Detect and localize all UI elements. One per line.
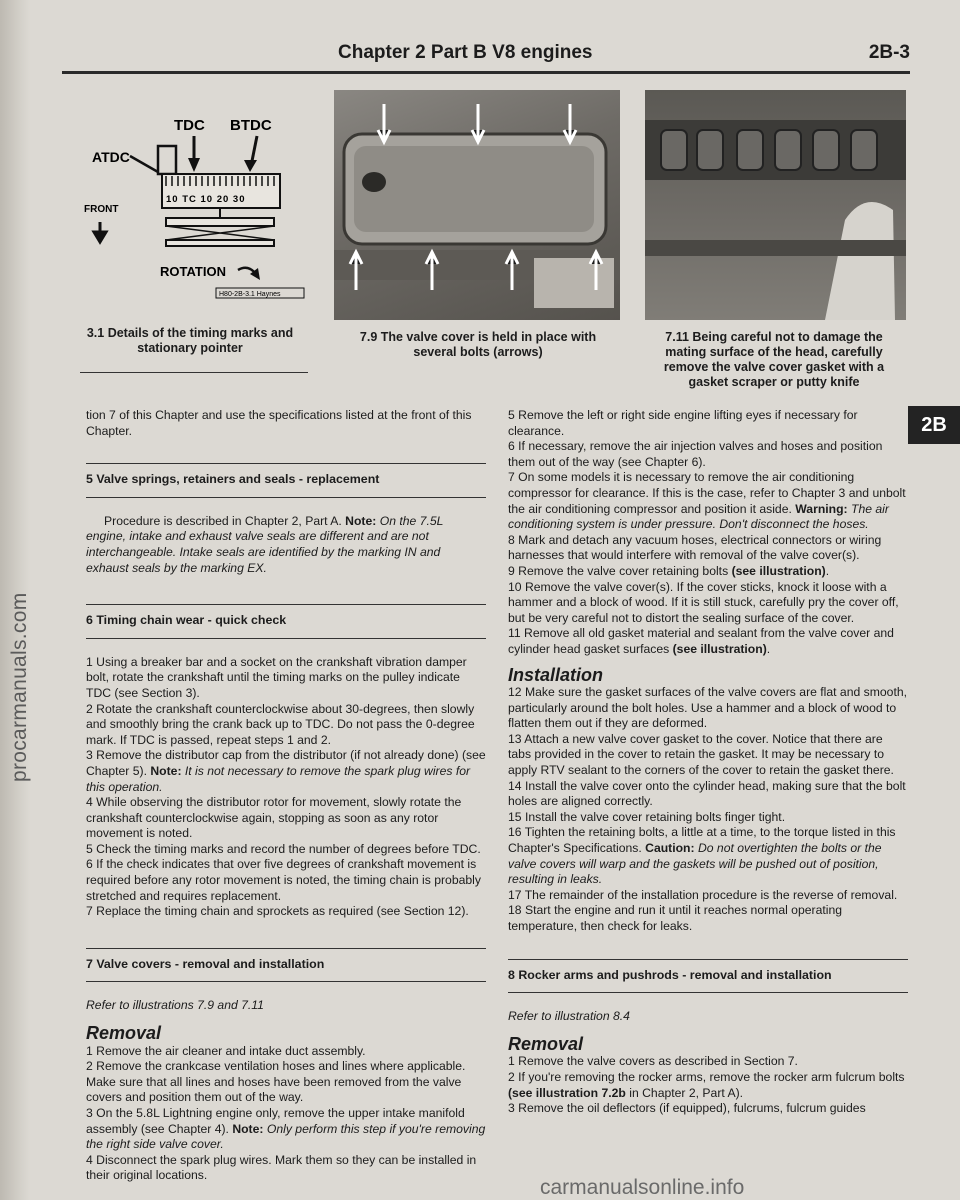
step-6-6: 6 If the check indicates that over five degrees of crankshaft movement is required before any rotor movement is noted, the timing chain is probably stretched and requires replacement. — [86, 857, 481, 903]
chapter-heading: Chapter 2 Part B V8 engines — [338, 42, 593, 63]
section-7-ref: Refer to illustrations 7.9 and 7.11 — [86, 998, 264, 1013]
step-7-2: 2 Remove the crankcase ventilation hoses and lines where applicable. Make sure that all lines and hoses have been removed from the valve covers and position them out of the way. — [86, 1059, 466, 1105]
section-8-ref: Refer to illustration 8.4 — [508, 1009, 630, 1024]
step-7-9: 9 Remove the valve cover retaining bolts (see illustration). — [508, 563, 830, 578]
step-6-7: 7 Replace the timing chain and sprockets as required (see Section 12). — [86, 904, 469, 919]
section-5-body: Procedure is described in Chapter 2, Part A. Note: On the 7.5L engine, intake and exhaust valve seals are different and are not interchangeable. Intake seals are identified by the marking IN and exhaust seals by the marking EX. — [86, 513, 444, 575]
step-8-3: 3 Remove the oil deflectors (if equipped), fulcrums, fulcrum guides — [508, 1101, 866, 1116]
right-column — [508, 408, 908, 1117]
step-7-17: 17 The remainder of the installation procedure is the reverse of removal. — [508, 887, 898, 902]
section-5-heading: 5 Valve springs, retainers and seals - replacement — [86, 463, 486, 498]
pointer-tab — [158, 146, 176, 174]
step-6-3: 3 Remove the distributor cap from the distributor (if not already done) (see Chapter 5). Note: It is not necessary to remove the spark plug wires for this operation. — [86, 748, 486, 794]
removal-heading: Removal — [86, 1023, 162, 1044]
step-6-4: 4 While observing the distributor rotor for movement, slowly rotate the crankshaft counterclockwise again, stopping as soon as any rotor movement is noted. — [86, 795, 462, 841]
step-8-2: 2 If you're removing the rocker arms, remove the rocker arm fulcrum bolts (see illustration 7.2b in Chapter 2, Part A). — [508, 1069, 905, 1100]
step-7-16: 16 Tighten the retaining bolts, a little at a time, to the torque listed in this Chapter's Specifications. Caution: Do not overtighten the bolts or the valve covers will warp and the gaskets will be pushed out of position, resulting in leaks. — [508, 825, 896, 887]
step-6-2: 2 Rotate the crankshaft counterclockwise about 30-degrees, then slowly and smoothly bring the crank back up to TDC. Do not pass the 0-degree mark. If TDC is passed, repeat steps 1 and 2. — [86, 701, 475, 747]
intro-text: tion 7 of this Chapter and use the specifications listed at the front of this Chapter. — [86, 408, 472, 438]
step-7-8: 8 Mark and detach any vacuum hoses, electrical connectors or wiring harnesses that would interfere with removal of the valve cover(s). — [508, 532, 882, 563]
valve-cover-illustration — [334, 90, 620, 320]
caption-rule — [80, 372, 308, 373]
step-6-1: 1 Using a breaker bar and a socket on the crankshaft vibration damper bolt, rotate the crankshaft until the timing marks on the pulley indicate TDC (see Section 3). — [86, 654, 467, 700]
section-6-heading: 6 Timing chain wear - quick check — [86, 604, 486, 639]
installation-heading: Installation — [508, 664, 604, 685]
tdc-label: TDC — [174, 117, 205, 134]
step-7-3: 3 On the 5.8L Lightning engine only, remove the upper intake manifold assembly (see Chapter 4). Note: Only perform this step if you're removing the right side valve cover. — [86, 1106, 486, 1152]
btdc-label: BTDC — [230, 117, 272, 134]
footer-watermark: carmanualsonline.info — [540, 1176, 745, 1199]
down-arrow-icon — [94, 222, 106, 242]
section-7-heading: 7 Valve covers - removal and installation — [86, 948, 486, 983]
figure-7-11-caption: 7.11 Being careful not to damage the mating surface of the head, carefully remove the valve cover gasket with a gasket scraper or putty knife — [663, 330, 885, 389]
step-7-18: 18 Start the engine and run it until it reaches normal operating temperature, then check for leaks. — [508, 903, 843, 933]
atdc-label: ATDC — [92, 149, 130, 165]
step-7-13: 13 Attach a new valve cover gasket to the cover. Notice that there are tabs provided in the cover to retain the gasket. It may be necessary to apply RTV sealant to the corners of the cover to retain the gasket there. — [508, 731, 894, 778]
valve-cover-photo — [334, 90, 620, 320]
step-7-10: 10 Remove the valve cover(s). If the cover sticks, knock it loose with a hammer and a block of wood. If it is still stuck, carefully pry the cover off, but be very careful not to distort the sealing surface of the cover. — [508, 579, 899, 625]
step-7-6: 6 If necessary, remove the air injection valves and hoses and position them out of the way (see Chapter 6). — [508, 439, 883, 469]
step-7-4: 4 Disconnect the spark plug wires. Mark them so they can be installed in their original locations. — [86, 1152, 477, 1183]
figure-7-9-caption: 7.9 The valve cover is held in place with several bolts (arrows) — [359, 330, 597, 359]
side-watermark: procarmanuals.com — [8, 592, 31, 782]
cylinder-head-illustration — [645, 90, 906, 320]
page-number: 2B-3 — [868, 42, 910, 63]
step-7-15: 15 Install the valve cover retaining bolts finger tight. — [508, 809, 786, 824]
step-7-12: 12 Make sure the gasket surfaces of the valve covers are flat and smooth, particularly around the bolt holes. Use a hammer and a block of wood to flatten them out if they are deformed. — [508, 685, 908, 731]
step-8-1: 1 Remove the valve covers as described in Section 7. — [508, 1054, 798, 1069]
step-7-11: 11 Remove all old gasket material and sealant from the valve cover and cylinder head gasket surfaces (see illustration). — [508, 626, 894, 656]
header-rule — [62, 71, 910, 74]
step-7-1: 1 Remove the air cleaner and intake duct assembly. — [86, 1043, 366, 1058]
step-6-5: 5 Check the timing marks and record the number of degrees before TDC. — [86, 841, 481, 856]
left-column — [86, 408, 486, 1184]
timing-marks-diagram — [62, 100, 322, 310]
front-label: FRONT — [84, 204, 119, 215]
chapter-tab: 2B — [908, 406, 960, 444]
section-8-heading: 8 Rocker arms and pushrods - removal and installation — [508, 959, 908, 994]
figure-3-1-caption: 3.1 Details of the timing marks and stationary pointer — [86, 326, 294, 355]
figure-stamp: H80-2B-3.1 Haynes — [219, 291, 281, 298]
scale-numbers: 10 TC 10 20 30 — [166, 194, 246, 205]
rotation-label: ROTATION — [160, 264, 226, 279]
section-8-removal-heading: Removal — [508, 1033, 584, 1054]
step-7-5: 5 Remove the left or right side engine lifting eyes if necessary for clearance. — [508, 408, 858, 438]
gasket-scraper-photo — [645, 90, 906, 320]
step-7-7: 7 On some models it is necessary to remove the air conditioning compressor for clearance. If this is the case, refer to Chapter 3 and unbolt the air conditioning compressor and position it aside. Warning: The air conditioning system is under pressure. Don't disconnect the hoses. — [508, 470, 906, 532]
step-7-14: 14 Install the valve cover onto the cylinder head, making sure that the bolt holes are aligned correctly. — [508, 778, 906, 809]
